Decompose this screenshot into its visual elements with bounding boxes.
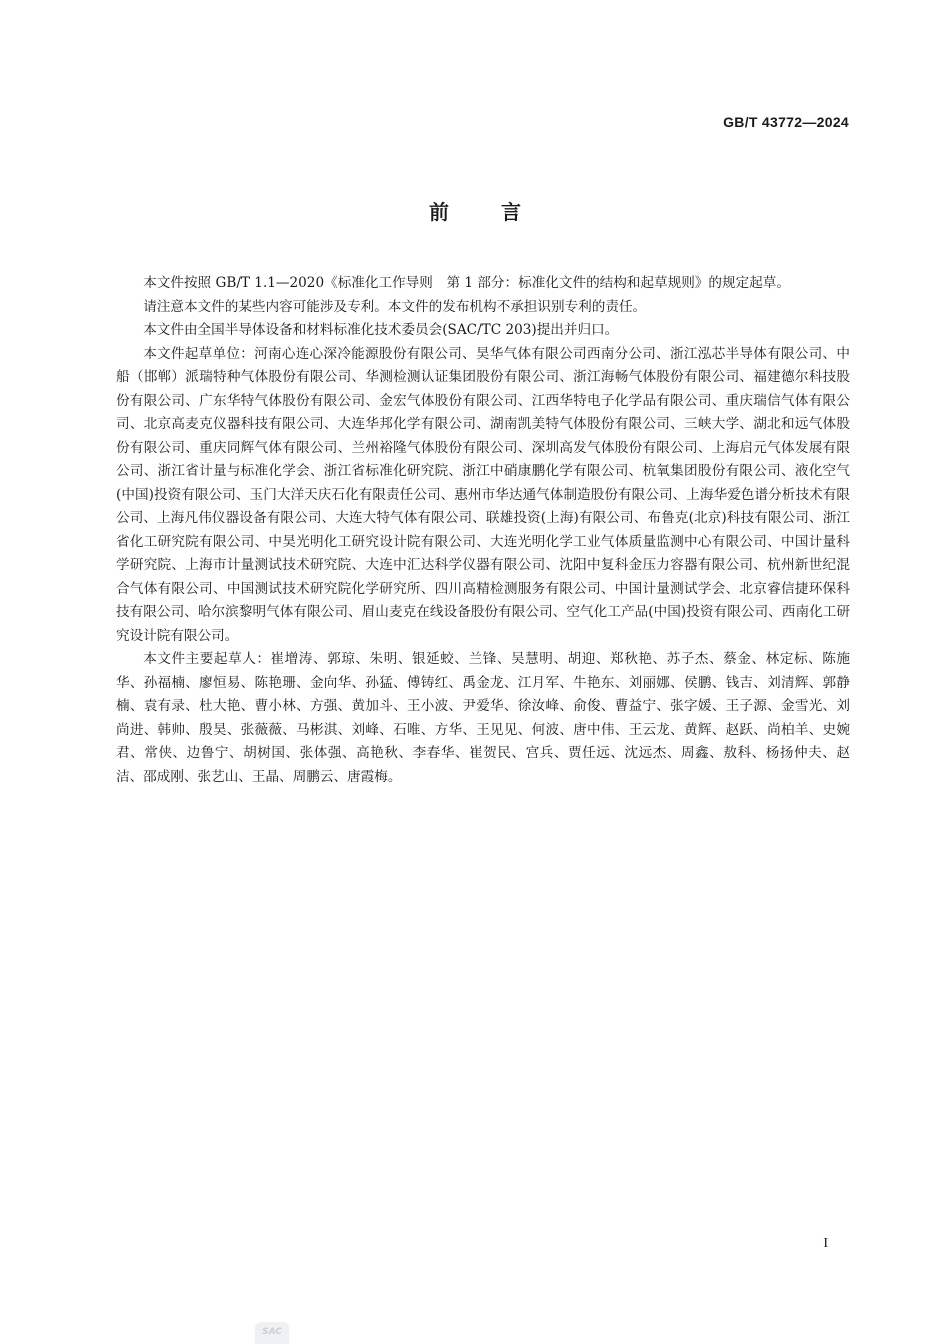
paragraph-drafting-rules: 本文件按照 GB/T 1.1—2020《标准化工作导则 第 1 部分：标准化文件的结构和起草规则》的规定起草。 — [143, 275, 790, 291]
standard-number: GB/T 43772—2024 — [723, 114, 849, 130]
paragraph-patent-notice: 请注意本文件的某些内容可能涉及专利。本文件的发布机构不承担识别专利的责任。 — [143, 298, 647, 315]
sac-logo-icon: SAC — [255, 1322, 289, 1344]
page-number: I — [823, 1236, 828, 1251]
paragraph-drafters: 本文件主要起草人：崔增涛、郭琼、朱明、银延蛟、兰锋、吴慧明、胡迎、郑秋艳、苏子杰、蔡金、林定标、陈施华、孙福楠、廖恒易、陈艳珊、金向华、孙猛、傅铸红、禹金龙、江月军、牛艳东、刘丽娜、侯鹏、钱吉、刘清辉、郭静楠、袁有录、杜大艳、曹小林、方强、黄加斗、王小波、尹爱华、徐汝峰、俞俊、曹益宁、张字媛、王子源、金雪光、刘尚进、韩帅、殷昊、张薇薇、马彬淇、刘峰、石唯、方华、王见见、何波、唐中伟、王云龙、黄辉、赵跃、尚柏羊、史婉君、常侠、边鲁宁、胡树国、张体强、高艳秋、李春华、崔贺民、宫兵、贾任远、沈远杰、周鑫、敖科、杨扬仲夫、赵洁、邵成刚、张艺山、王晶、周鹏云、唐霞梅。 — [116, 651, 850, 785]
page-title: 前言 — [429, 200, 573, 224]
paragraph-committee: 本文件由全国半导体设备和材料标准化技术委员会(SAC/TC 203)提出并归口。 — [143, 322, 619, 338]
paragraph-drafting-units: 本文件起草单位：河南心连心深冷能源股份有限公司、昊华气体有限公司西南分公司、浙江泓芯半导体有限公司、中船（邯郸）派瑞特种气体股份有限公司、华测检测认证集团股份有限公司、浙江海畅气体股份有限公司、福建德尔科技股份有限公司、广东华特气体股份有限公司、金宏气体股份有限公司、江西华特电子化学品有限公司、重庆瑞信气体有限公司、北京高麦克仪器科技有限公司、大连华邦化学有限公司、湖南凯美特气体股份有限公司、三峡大学、湖北和远气体股份有限公司、重庆同辉气体有限公司、兰州裕隆气体股份有限公司、深圳高发气体股份有限公司、上海启元气体发展有限公司、浙江省计量与标准化学会、浙江省标准化研究院、浙江中硝康鹏化学有限公司、杭氧集团股份有限公司、液化空气(中国)投资有限公司、玉门大洋天庆石化有限责任公司、惠州市华达通气体制造股份有限公司、上海华爱色谱分析技术有限公司、上海凡伟仪器设备有限公司、大连大特气体有限公司、联雄投资(上海)有限公司、布鲁克(北京)科技有限公司、浙江省化工研究院有限公司、中昊光明化工研究设计院有限公司、大连光明化学工业气体质量监测中心有限公司、中国计量科学研究院、上海市计量测试技术研究院、大连中汇达科学仪器有限公司、沈阳中复科金压力容器有限公司、杭州新世纪混合气体有限公司、中国测试技术研究院化学研究所、四川高精检测服务有限公司、中国计量测试学会、北京睿信捷环保科技有限公司、哈尔滨黎明气体有限公司、眉山麦克在线设备股份有限公司、空气化工产品(中国)投资有限公司、西南化工研究设计院有限公司。 — [116, 345, 850, 644]
foreword-body — [116, 272, 850, 789]
